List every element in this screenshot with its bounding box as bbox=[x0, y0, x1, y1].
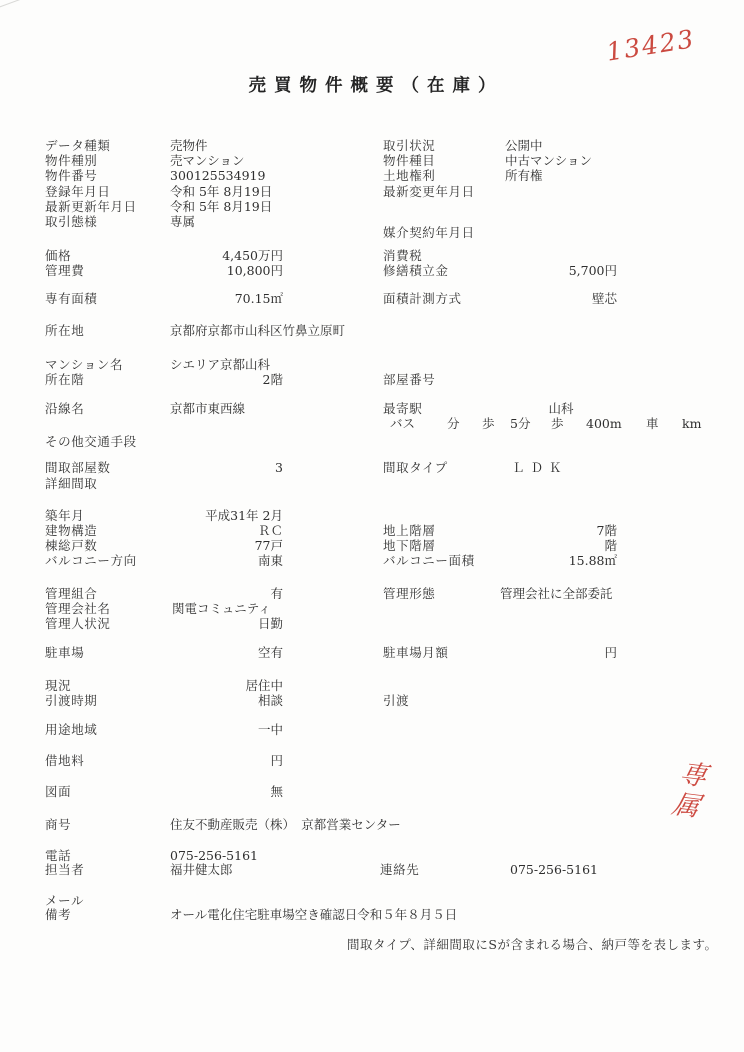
field-label: 借地料 bbox=[45, 753, 85, 768]
field-label: 詳細間取 bbox=[45, 476, 98, 491]
field-value: 令和 5年 8月19日 bbox=[170, 184, 273, 199]
field-value: 有 bbox=[270, 586, 283, 601]
field-label: 物件番号 bbox=[45, 168, 98, 183]
field-value: 京都市東西線 bbox=[170, 401, 246, 416]
field-value: 専属 bbox=[170, 214, 196, 229]
field-value: 住友不動産販売（株） 京都営業センター bbox=[170, 817, 401, 832]
document-title: 売買物件概要（在庫） bbox=[248, 76, 504, 96]
field-label: 連絡先 bbox=[380, 862, 420, 877]
field-value: 南東 bbox=[257, 553, 283, 568]
field-label: 面積計測方式 bbox=[383, 291, 462, 306]
field-label: 取引状況 bbox=[383, 138, 436, 153]
field-label: 地上階層 bbox=[383, 523, 436, 538]
field-label: 棟総戸数 bbox=[45, 538, 98, 553]
field-label: 建物構造 bbox=[45, 523, 98, 538]
field-label: 消費税 bbox=[383, 248, 423, 263]
field-label: 商号 bbox=[45, 817, 72, 832]
field-label: 所在階 bbox=[45, 372, 85, 387]
field-value: 一中 bbox=[257, 722, 283, 737]
field-value: 管理会社に全部委託 bbox=[500, 586, 613, 601]
field-value: 5分 bbox=[510, 416, 531, 431]
field-value: km bbox=[682, 416, 702, 431]
field-value: オール電化住宅駐車場空き確認日令和５年８月５日 bbox=[170, 907, 458, 922]
field-value: ＬＤＫ bbox=[512, 460, 568, 475]
field-label: 管理人状況 bbox=[45, 616, 111, 631]
field-label: 最新更新年月日 bbox=[45, 199, 137, 214]
field-value: 7階 bbox=[596, 523, 617, 538]
field-value: 京都府京都市山科区竹鼻立原町 bbox=[170, 323, 346, 338]
field-value: 売物件 bbox=[170, 138, 208, 153]
field-value: ＲＣ bbox=[257, 523, 283, 538]
field-value: 日勤 bbox=[257, 616, 283, 631]
field-label: 部屋番号 bbox=[383, 372, 436, 387]
field-value: 10,800円 bbox=[226, 263, 283, 278]
field-label: バルコニー面積 bbox=[383, 553, 475, 568]
field-label: 登録年月日 bbox=[45, 184, 111, 199]
field-label: 取引態様 bbox=[45, 214, 98, 229]
field-label: 図面 bbox=[45, 784, 72, 799]
field-label: 地下階層 bbox=[383, 538, 436, 553]
field-value: 5,700円 bbox=[568, 263, 617, 278]
handwritten-number-annotation: 13423 bbox=[604, 23, 698, 67]
handwritten-stamp-annotation: 専属 bbox=[669, 758, 710, 823]
field-label: 媒介契約年月日 bbox=[383, 225, 475, 240]
field-value: 階 bbox=[604, 538, 617, 553]
field-value: 平成31年 2月 bbox=[205, 508, 283, 523]
field-label: マンション名 bbox=[45, 357, 124, 372]
field-value: 相談 bbox=[257, 693, 283, 708]
field-label: 駐車場月額 bbox=[383, 645, 449, 660]
field-label: 専有面積 bbox=[45, 291, 98, 306]
field-value: 歩 bbox=[482, 416, 495, 431]
field-value: 公開中 bbox=[505, 138, 543, 153]
field-value: 300125534919 bbox=[170, 168, 266, 183]
field-value: 車 bbox=[646, 416, 659, 431]
field-label: 管理形態 bbox=[383, 586, 436, 601]
field-value: 円 bbox=[270, 753, 283, 768]
field-label: メール bbox=[45, 893, 85, 908]
field-label: 引渡時期 bbox=[45, 693, 98, 708]
field-label: 間取タイプ bbox=[383, 460, 448, 475]
field-value: 3 bbox=[275, 460, 283, 475]
field-label: 物件種別 bbox=[45, 153, 98, 168]
field-label: 修繕積立金 bbox=[383, 263, 449, 278]
field-value: 70.15㎡ bbox=[234, 291, 283, 306]
field-label: 現況 bbox=[45, 678, 72, 693]
scan-corner-artifact bbox=[0, 0, 35, 24]
field-value: 空有 bbox=[257, 645, 283, 660]
field-label: 間取部屋数 bbox=[45, 460, 111, 475]
field-value: 山科 bbox=[548, 401, 574, 416]
field-label: バルコニー方向 bbox=[45, 553, 137, 568]
field-label: 担当者 bbox=[45, 862, 85, 877]
footer-note: 間取タイプ、詳細間取にSが含まれる場合、納戸等を表します。 bbox=[347, 937, 718, 952]
field-value: 4,450万円 bbox=[222, 248, 283, 263]
field-value: 分 bbox=[447, 416, 460, 431]
field-label: 管理会社名 bbox=[45, 601, 111, 616]
field-label: 沿線名 bbox=[45, 401, 85, 416]
field-label: 所在地 bbox=[45, 323, 85, 338]
field-value: バス bbox=[390, 416, 416, 431]
field-value: 円 bbox=[604, 645, 617, 660]
field-label: 最新変更年月日 bbox=[383, 184, 475, 199]
field-value: 壁芯 bbox=[591, 291, 617, 306]
field-value: 無 bbox=[270, 784, 283, 799]
field-value: 居住中 bbox=[245, 678, 283, 693]
field-value: 歩 bbox=[551, 416, 564, 431]
field-value: 関電コミュニティ bbox=[172, 601, 271, 616]
field-label: 物件種目 bbox=[383, 153, 436, 168]
field-label: 備考 bbox=[45, 907, 72, 922]
field-value: 77戸 bbox=[254, 538, 283, 553]
field-label: 土地権利 bbox=[383, 168, 436, 183]
field-value: 075-256-5161 bbox=[510, 862, 598, 877]
field-label: 管理組合 bbox=[45, 586, 98, 601]
field-value: 2階 bbox=[262, 372, 283, 387]
field-value: 15.88㎡ bbox=[568, 553, 617, 568]
field-value: 福井健太郎 bbox=[170, 862, 233, 877]
field-value: 075-256-5161 bbox=[170, 848, 258, 863]
field-label: その他交通手段 bbox=[45, 434, 137, 449]
field-value: シエリア京都山科 bbox=[170, 357, 271, 372]
field-value: 400m bbox=[586, 416, 622, 431]
field-label: 駐車場 bbox=[45, 645, 85, 660]
field-label: 価格 bbox=[45, 248, 72, 263]
field-label: 築年月 bbox=[45, 508, 85, 523]
field-label: 引渡 bbox=[383, 693, 410, 708]
field-value: 所有権 bbox=[505, 168, 543, 183]
field-value: 中古マンション bbox=[505, 153, 592, 168]
field-label: 最寄駅 bbox=[383, 401, 423, 416]
field-label: 管理費 bbox=[45, 263, 85, 278]
field-label: 用途地域 bbox=[45, 722, 98, 737]
field-value: 令和 5年 8月19日 bbox=[170, 199, 273, 214]
field-label: データ種類 bbox=[45, 138, 111, 153]
field-label: 電話 bbox=[45, 848, 72, 863]
field-value: 売マンション bbox=[170, 153, 245, 168]
